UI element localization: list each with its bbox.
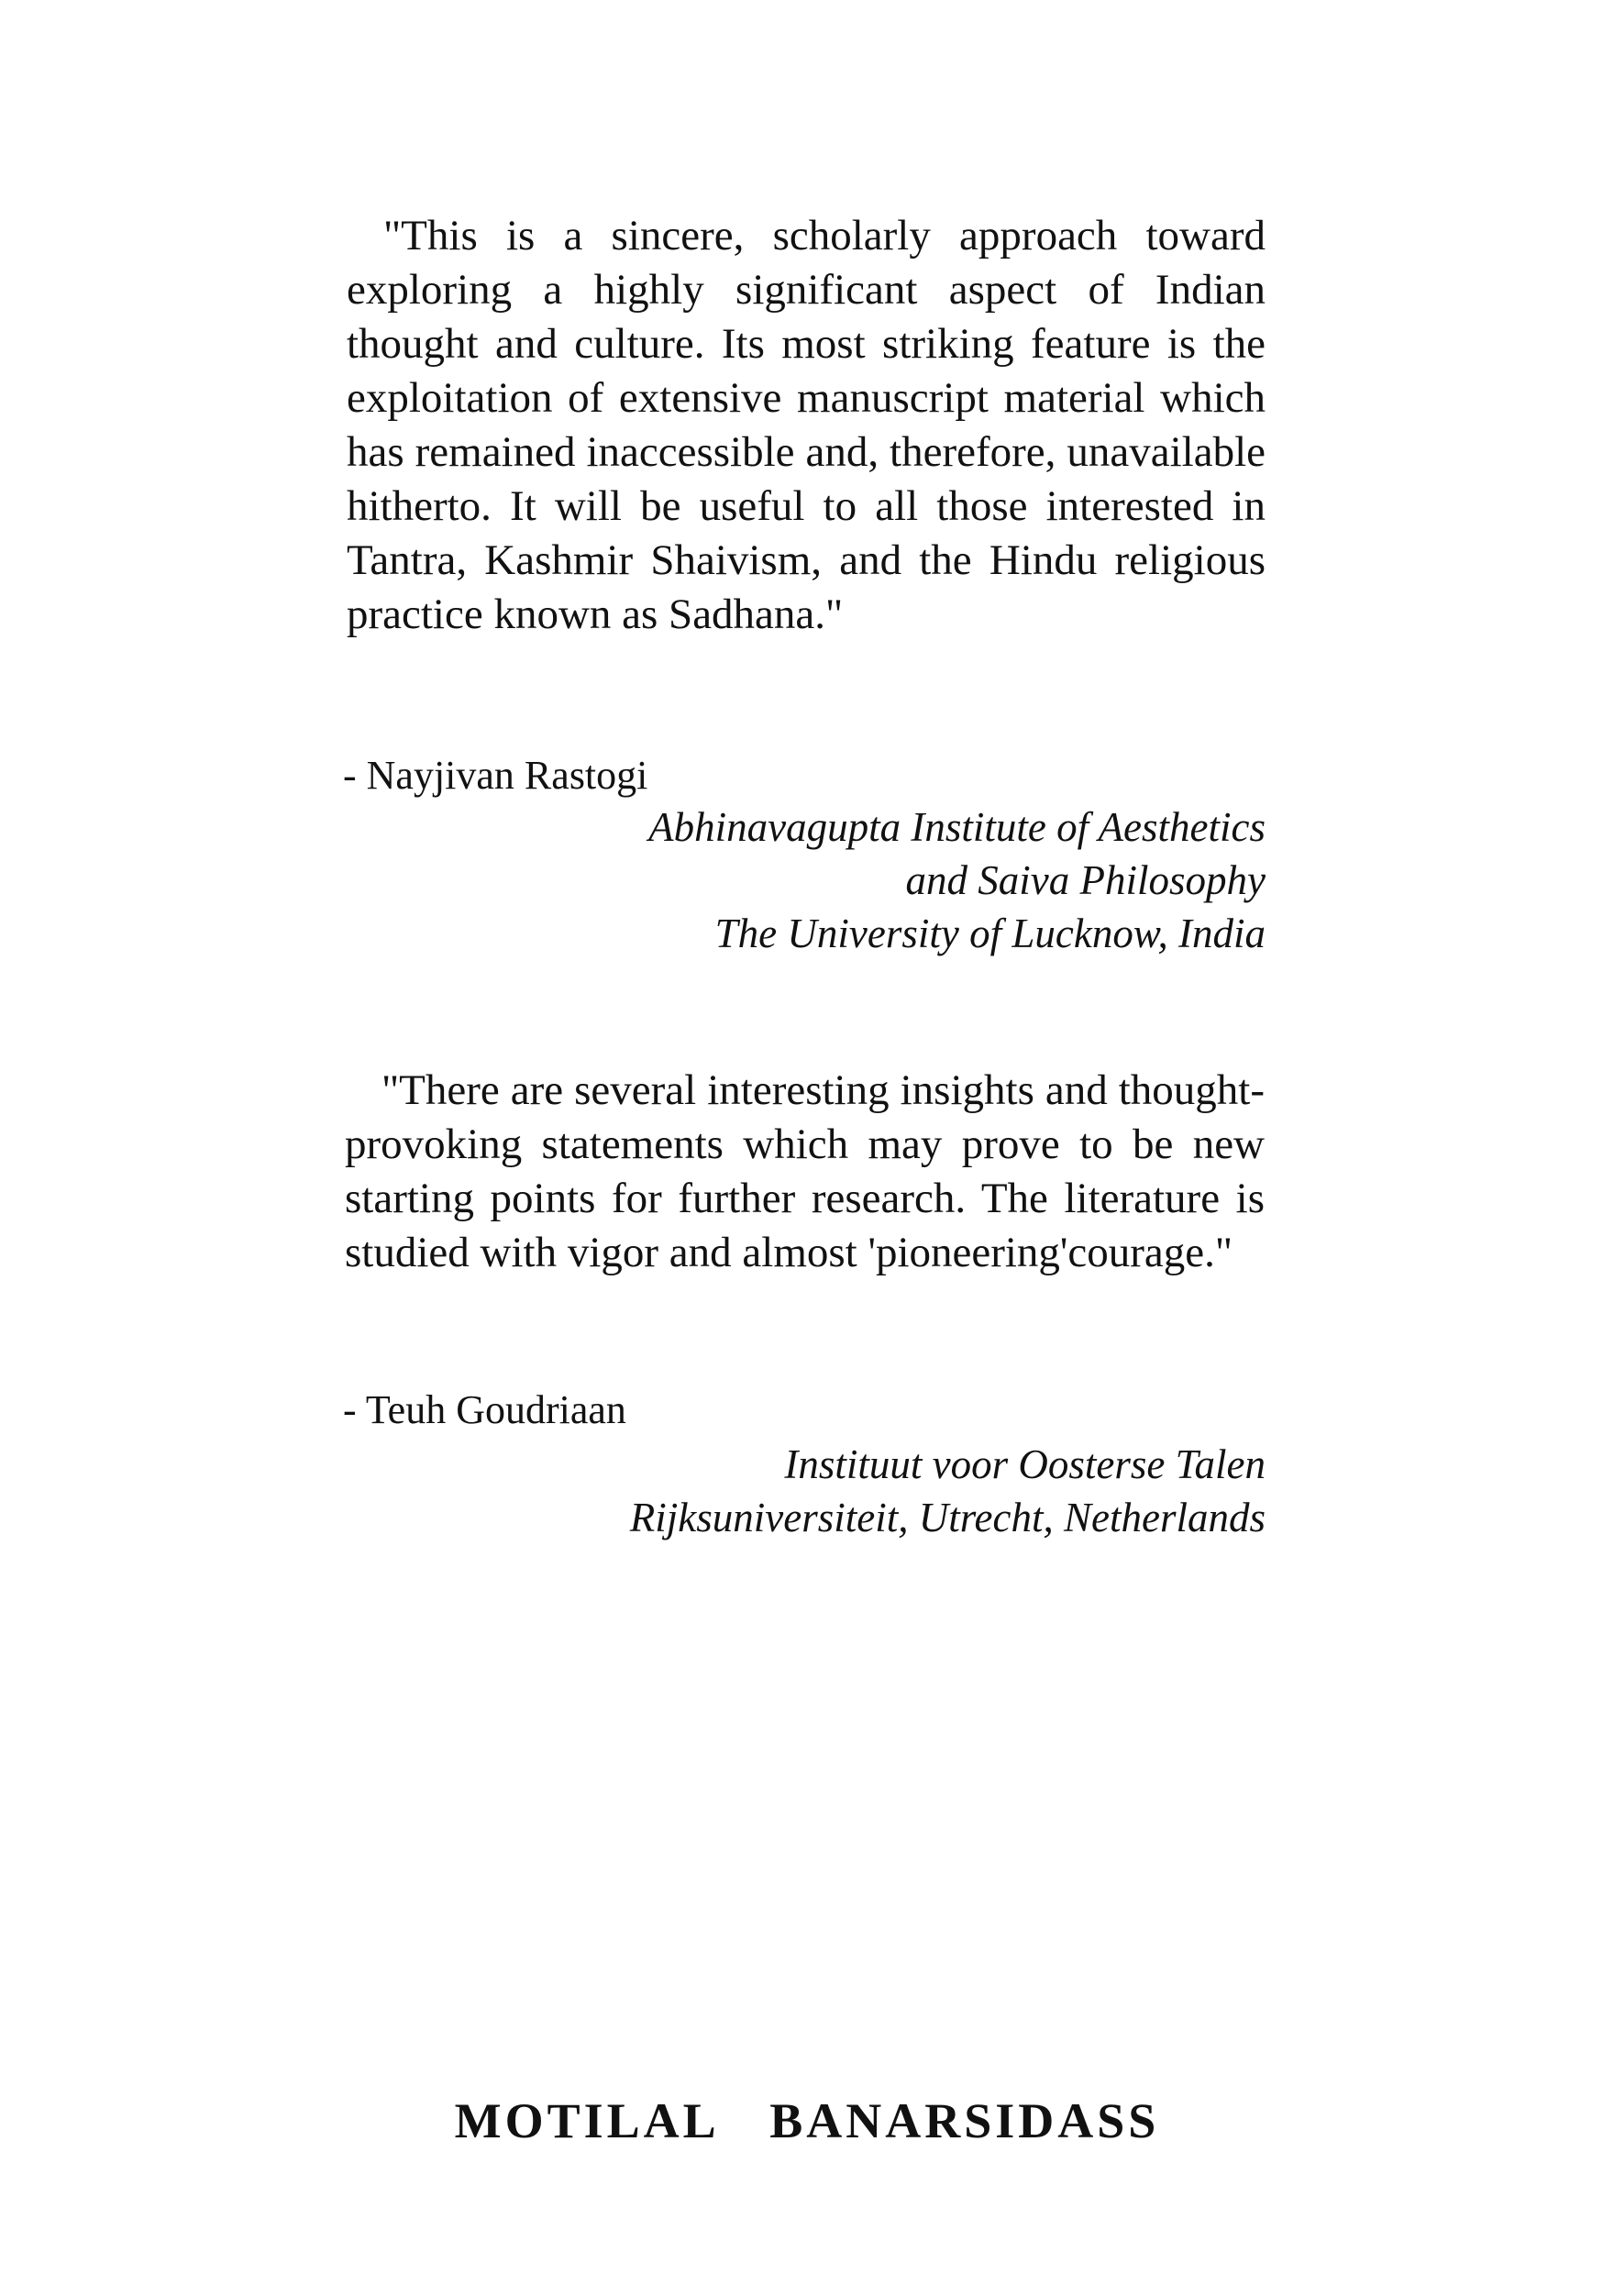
review-quote-2: [345, 1064, 1265, 1280]
reviewer-affiliation-1: [257, 800, 1266, 960]
review-quote-2-text: "There are several interesting insights and thought-provoking statements which may prove to be new starting points for further research. The literature is studied with vigor and almost 'pioneering'courage.": [345, 1066, 1265, 1276]
reviewer-affiliation-2: [257, 1438, 1266, 1544]
affiliation-1-line-2: and Saiva Philosophy: [905, 857, 1266, 903]
affiliation-2-line-2: Rijksuniversiteit, Utrecht, Netherlands: [629, 1495, 1266, 1540]
reviewer-name-1: - Nayjivan Rastogi: [343, 753, 648, 798]
review-quote-1-text: "This is a sincere, scholarly approach toward exploring a highly significant aspect of Indian thought and culture. Its most striking feature is the exploitation of extensive manuscript material which has remained inaccessible and, therefore, unavailable hitherto. It will be useful to all those interested in Tantra, Kashmir Shaivism, and the Hindu religious practice known as Sadhana.": [347, 212, 1266, 638]
review-quote-1: [347, 209, 1266, 642]
affiliation-2-line-1: Instituut voor Oosterse Talen: [784, 1441, 1266, 1487]
affiliation-1-line-1: Abhinavagupta Institute of Aesthetics: [648, 804, 1266, 850]
reviewer-name-2: - Teuh Goudriaan: [343, 1387, 626, 1432]
affiliation-1-line-3: The University of Lucknow, India: [714, 911, 1266, 956]
publisher-name: MOTILAL BANARSIDASS: [454, 2093, 1160, 2148]
